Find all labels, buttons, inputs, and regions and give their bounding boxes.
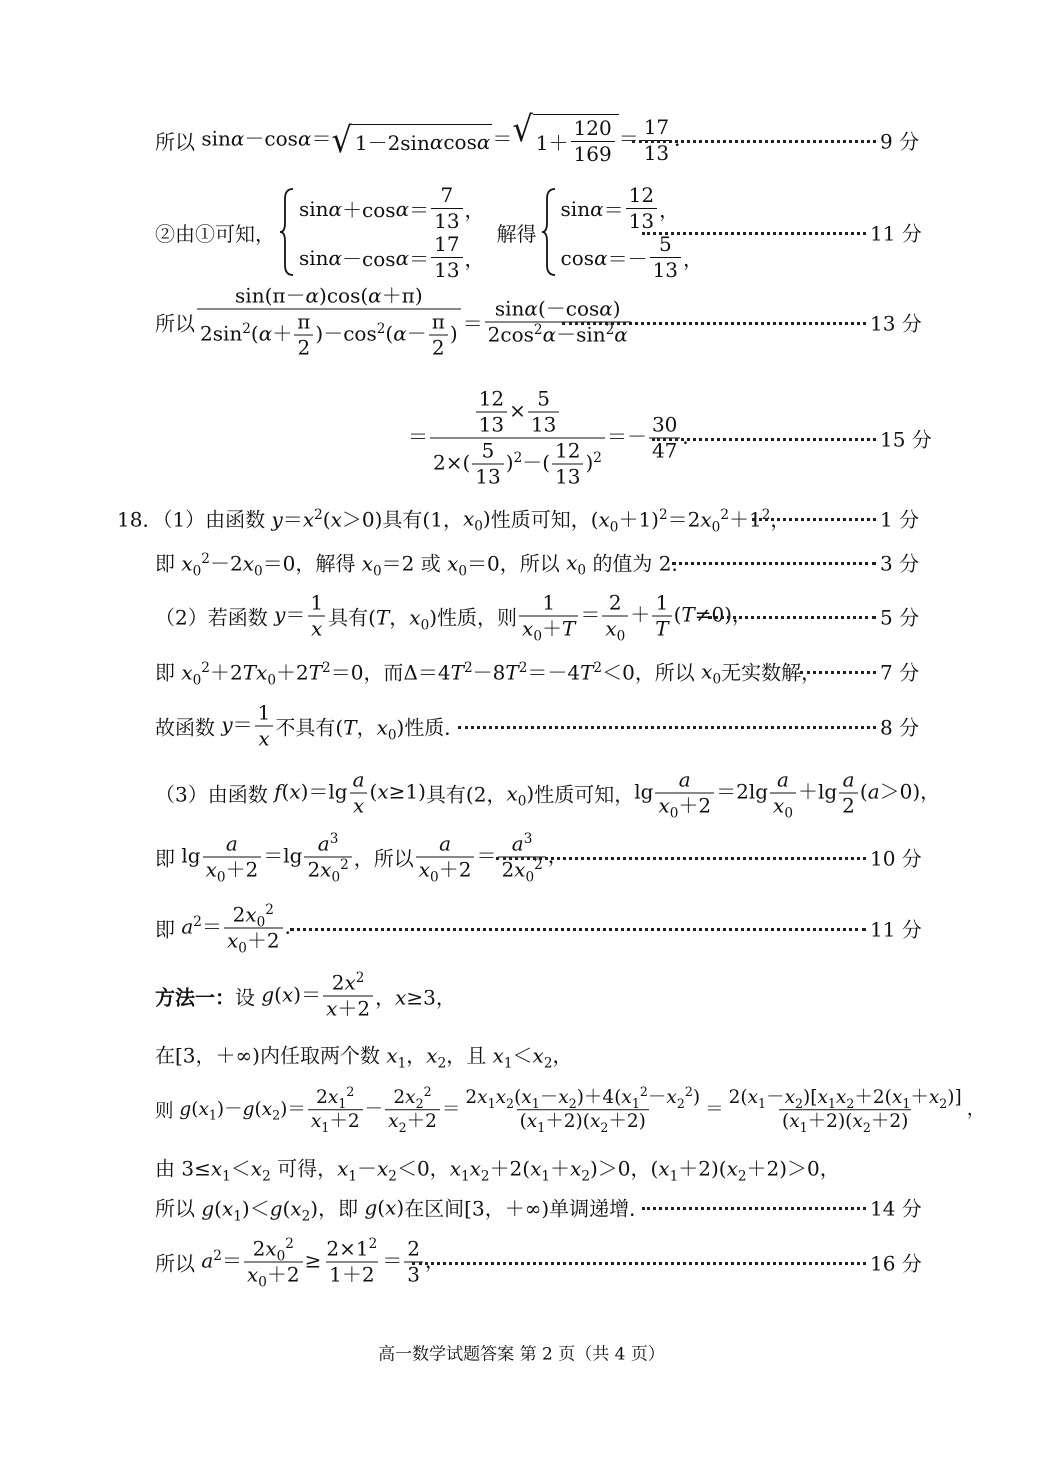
score-label: 10 分 xyxy=(870,846,922,871)
fraction: sin(π－α)cos(α＋π) $2\sin^2(\alpha+$ $\frac{\pi}{2}$ )$-\cos^2(\alpha-$ $\frac{\pi}{2}$ ) xyxy=(197,285,461,360)
score-label: 1 分 xyxy=(880,507,920,532)
lead-text: 所以 xyxy=(155,311,195,336)
page-footer: 高一数学试题答案 第 2 页（共 4 页） xyxy=(378,1344,665,1365)
dotted-leader xyxy=(642,1207,866,1210)
left-brace-icon xyxy=(279,187,295,277)
dotted-leader xyxy=(412,1262,866,1265)
dotted-leader xyxy=(496,857,866,860)
score-label: 11 分 xyxy=(870,917,922,942)
dotted-leader xyxy=(562,322,866,325)
score-label: 7 分 xyxy=(880,660,920,685)
score-label: 3 分 xyxy=(880,551,920,576)
score-label: 5 分 xyxy=(880,605,920,630)
dotted-leader xyxy=(632,140,876,143)
formula: ＝ $\frac{12}{13}$ × $\frac{5}{13}$ 2×( $\frac{5}{13}$ )$^2$－( $\frac{12}{13}$ )$^2$ ＝－ $\frac{30}{47}$ ． xyxy=(408,386,703,489)
left-brace-icon xyxy=(541,187,557,277)
dotted-leader xyxy=(458,726,876,729)
score-label: 15 分 xyxy=(880,427,932,452)
solution-system: sin α ＝ $\frac{12}{13}$ ， cos α ＝－ $\frac{5}{13}$ ， xyxy=(560,183,704,282)
score-label: 14 分 xyxy=(870,1196,922,1221)
solve-text: 解得 xyxy=(496,221,537,246)
dotted-leader xyxy=(652,438,876,441)
dotted-leader xyxy=(708,616,876,619)
formula: sinα－cosα＝ √ 1－2sin α cos α ＝ √ 1＋ $\frac{120}{169}$ ＝ $\frac{17}{13}$ ． xyxy=(195,108,695,166)
score-label: 8 分 xyxy=(880,715,920,740)
fraction: $\frac{\sin\alpha(-\cos\alpha)}{2\cos^2\alpha-\sin^2\alpha}$ xyxy=(485,298,631,347)
lead-text: 所以 xyxy=(155,129,195,154)
dotted-leader xyxy=(290,928,866,931)
dotted-leader xyxy=(800,671,876,674)
dotted-leader xyxy=(672,562,876,565)
lead-text: 18．（1）由函数 xyxy=(117,507,266,532)
lead-text: ②由①可知， xyxy=(155,221,275,246)
method-title: 方法一： xyxy=(155,985,235,1010)
dotted-leader xyxy=(752,518,876,521)
score-label: 16 分 xyxy=(870,1251,922,1276)
score-label: 9 分 xyxy=(880,129,920,154)
score-label: 11 分 xyxy=(870,221,922,246)
dotted-leader xyxy=(642,232,866,235)
score-label: 13 分 xyxy=(870,311,922,336)
equation-system: sin α ＋cos α ＝ $\frac{7}{13}$ ， sin α －cos α ＝ $\frac{17}{13}$ ， xyxy=(299,183,485,282)
